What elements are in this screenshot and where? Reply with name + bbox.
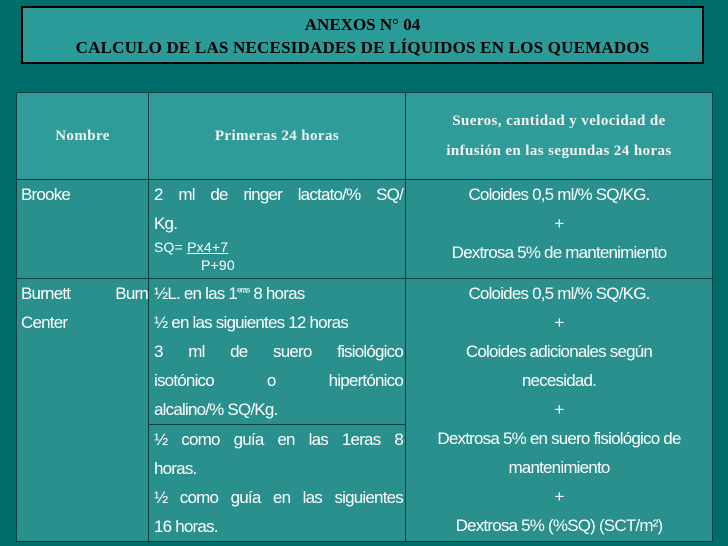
brooke-second-24h <box>406 180 713 279</box>
burnett-first-a2: ½ en las siguientes 12 horas <box>154 313 349 332</box>
brooke-first-line2: Kg. <box>154 214 178 233</box>
header-second-24h-line2: infusión en las segundas 24 horas <box>446 143 672 159</box>
burnett-first-b2: horas. <box>154 459 197 478</box>
brooke-first-line1: 2 ml de ringer lactato/% SQ/ <box>154 185 403 204</box>
burnett-second-line3: Coloides adicionales según <box>465 342 653 361</box>
burnett-second-line2: + <box>554 313 564 332</box>
burnett-first-a1 <box>154 279 403 308</box>
fluid-requirements-table <box>16 92 713 542</box>
title-box <box>21 6 704 64</box>
brooke-second-line1: Coloides 0,5 ml/% SQ/KG. <box>468 185 650 204</box>
brooke-second-line3: Dextrosa 5% de mantenimiento <box>451 243 667 262</box>
burnett-name-line2: Center <box>21 313 68 332</box>
table-row-burnett <box>17 279 713 542</box>
header-first-24h: Primeras 24 horas <box>149 93 406 180</box>
burnett-name <box>17 279 149 542</box>
burnett-a1-post: 8 horas <box>249 284 305 303</box>
brooke-formula <box>154 238 403 256</box>
burnett-second-line7: mantenimiento <box>508 458 610 477</box>
burnett-first-a5: alcalino/% SQ/Kg. <box>154 400 278 419</box>
burnett-first-b4: 16 horas. <box>154 517 218 536</box>
table-header-row <box>17 93 713 180</box>
burnett-first-a3: 3 ml de suero fisiológico <box>154 342 403 361</box>
header-second-24h-line1: Sueros, cantidad y velocidad de <box>452 113 666 129</box>
burnett-second-line5: + <box>554 400 564 419</box>
brooke-second-line2: + <box>554 214 564 233</box>
burnett-second-line8: + <box>554 487 564 506</box>
burnett-second-24h <box>406 279 713 542</box>
burnett-second-line1: Coloides 0,5 ml/% SQ/KG. <box>468 284 650 303</box>
burnett-first-a4: isotónico o hipertónico <box>154 371 403 390</box>
burnett-first-b3: ½ como guía en las siguientes <box>154 488 403 507</box>
header-second-24h <box>406 93 713 180</box>
burnett-second-line4: necesidad. <box>521 371 597 390</box>
annex-title: ANEXOS N° 04 <box>304 15 421 34</box>
burnett-name-line1: Burnett Burn <box>21 284 148 303</box>
table-row-brooke <box>17 180 713 279</box>
burnett-second-line9: Dextrosa 5% (%SQ) (SCT/m²) <box>455 516 663 535</box>
formula-prefix: SQ= <box>154 239 188 255</box>
burnett-first-24h <box>149 279 406 542</box>
burnett-first-b1: ½ como guía en las 1eras 8 <box>154 430 403 449</box>
header-name: Nombre <box>17 93 149 180</box>
burnett-second-line6: Dextrosa 5% en suero fisiológico de <box>437 429 681 448</box>
brooke-name: Brooke <box>17 180 149 279</box>
document-title: CALCULO DE LAS NECESIDADES DE LÍQUIDOS EN LOS QUEMADOS <box>75 38 650 57</box>
brooke-first-24h <box>149 180 406 279</box>
burnett-a1-pre: ½L. en las 1 <box>154 284 238 303</box>
formula-numerator: Px4+7 <box>187 239 229 255</box>
burnett-a1-sup: eras <box>237 285 250 295</box>
burnett-first-split <box>149 424 405 541</box>
formula-denominator: P+90 <box>201 257 235 273</box>
